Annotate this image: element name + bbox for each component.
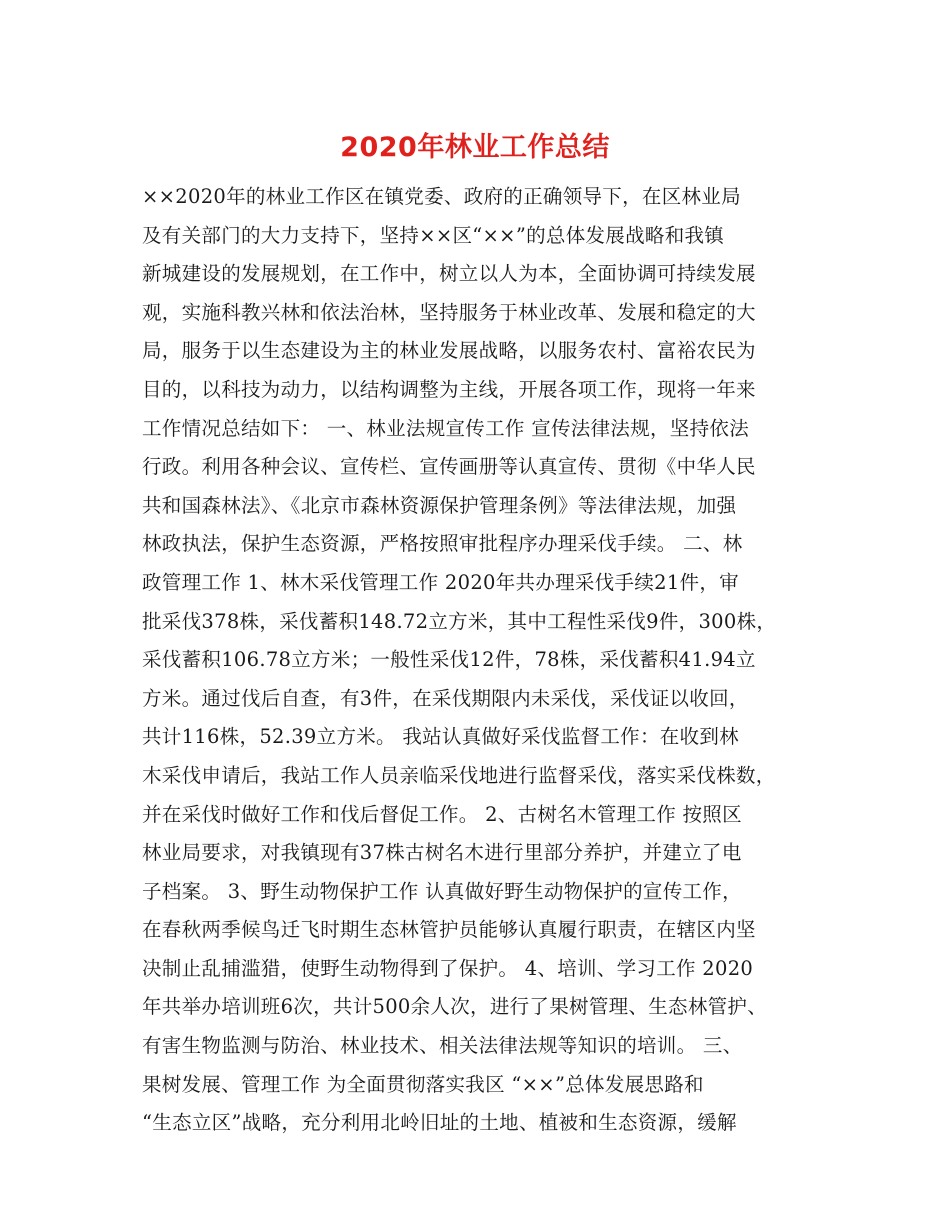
text-line: 目的，以科技为动力，以结构调整为主线，开展各项工作，现将一年来 (142, 377, 756, 401)
text-line: 政管理工作 1、林木采伐管理工作 2020年共办理采伐手续21件，审 (142, 570, 739, 594)
text-line: 共和国森林法》、《北京市森林资源保护管理条例》等法律法规，加强 (142, 493, 737, 517)
text-line: 及有关部门的大力支持下，坚持××区“××”的总体发展战略和我镇 (142, 223, 725, 247)
text-line: 局，服务于以生态建设为主的林业发展战略，以服务农村、富裕农民为 (142, 339, 756, 363)
text-line: 决制止乱捕滥猎，使野生动物得到了保护。 4、培训、学习工作 2020 (142, 956, 754, 980)
text-line: 子档案。 3、野生动物保护工作 认真做好野生动物保护的宣传工作， (142, 879, 742, 903)
text-line: 年共举办培训班6次，共计500余人次，进行了果树管理、生态林管护、 (142, 995, 768, 1019)
text-line: 方米。通过伐后自查，有3件，在采伐期限内未采伐，采伐证以收回， (142, 686, 749, 710)
text-line: 果树发展、管理工作 为全面贯彻落实我区 “××”总体发展思路和 (142, 1072, 704, 1096)
text-line: 林业局要求，对我镇现有37株古树名木进行里部分养护，并建立了电 (142, 841, 742, 865)
text-line: 工作情况总结如下： 一、林业法规宣传工作 宣传法律法规，坚持依法 (142, 416, 749, 440)
text-line: 新城建设的发展规划，在工作中，树立以人为本，全面协调可持续发展 (142, 262, 756, 286)
text-line: 林政执法，保护生态资源，严格按照审批程序办理采伐手续。 二、林 (142, 532, 743, 556)
document-body (142, 178, 832, 1143)
text-line: 共计116株，52.39立方米。 我站认真做好采伐监督工作：在收到林 (142, 725, 739, 749)
text-line: 批采伐378株，采伐蓄积148.72立方米，其中工程性采伐9件，300株， (142, 609, 777, 633)
text-line: 行政。利用各种会议、宣传栏、宣传画册等认真宣传、贯彻《中华人民 (142, 455, 756, 479)
text-line: 并在采伐时做好工作和伐后督促工作。 2、古树名木管理工作 按照区 (142, 802, 742, 826)
text-line: 木采伐申请后，我站工作人员亲临采伐地进行监督采伐，落实采伐株数， (142, 763, 776, 787)
text-line: 观，实施科教兴林和依法治林，坚持服务于林业改革、发展和稳定的大 (142, 300, 756, 324)
text-line: 在春秋两季候鸟迁飞时期生态林管护员能够认真履行职责，在辖区内坚 (142, 918, 756, 942)
text-line: “生态立区”战略，充分利用北岭旧址的土地、植被和生态资源，缓解 (142, 1111, 737, 1135)
text-line: ××2020年的林业工作区在镇党委、政府的正确领导下，在区林业局 (142, 185, 741, 208)
text-line: 采伐蓄积106.78立方米；一般性采伐12件，78株，采伐蓄积41.94立 (142, 648, 756, 672)
text-line: 有害生物监测与防治、林业技术、相关法律法规等知识的培训。 三、 (142, 1034, 743, 1058)
document-title: 2020年林业工作总结 (340, 132, 610, 163)
